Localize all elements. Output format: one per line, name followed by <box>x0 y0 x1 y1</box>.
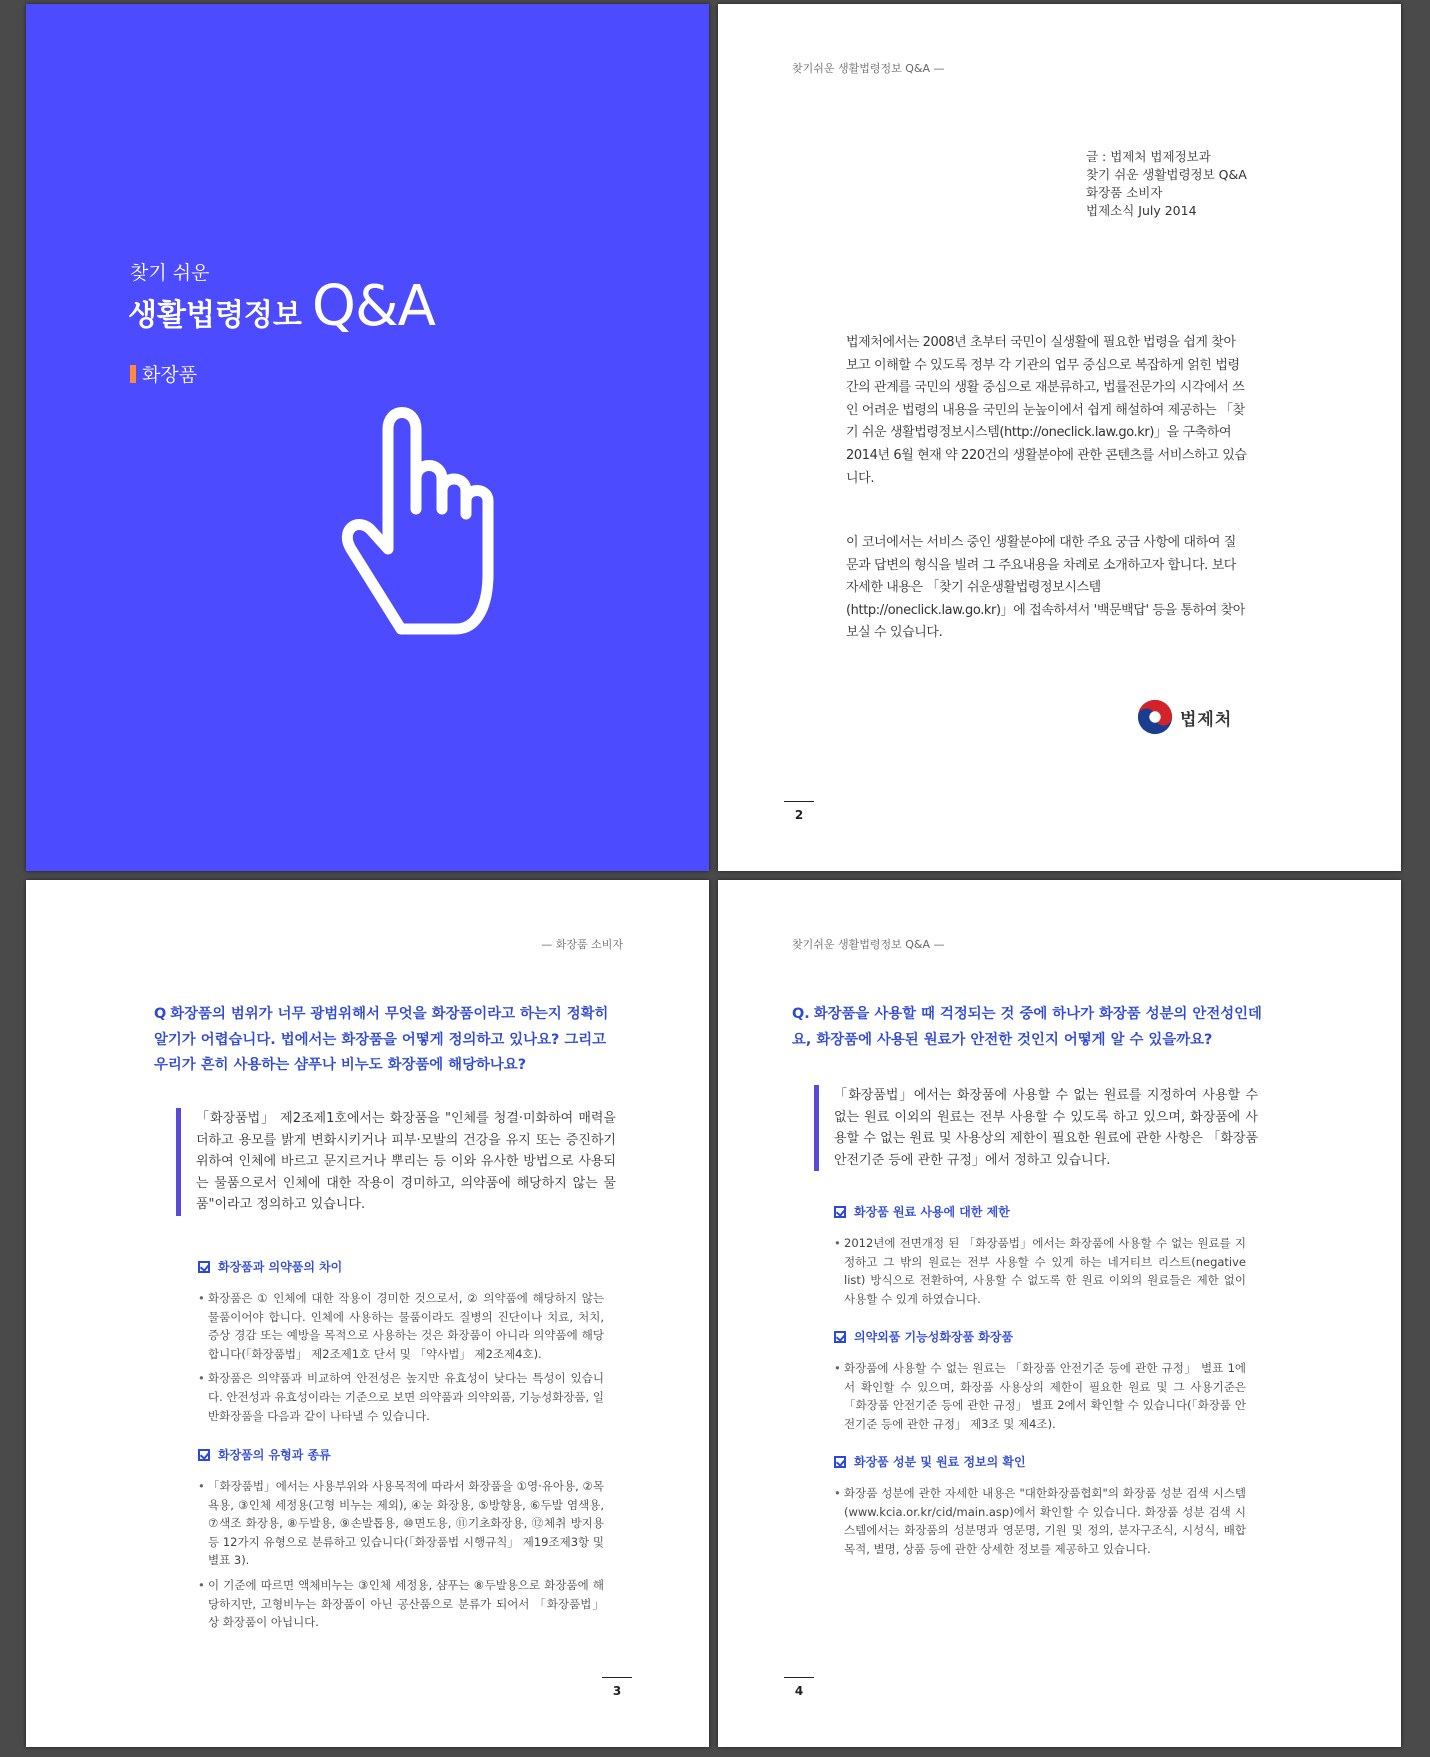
cover-subtitle: 찾기 쉬운 <box>130 262 210 284</box>
cover-category <box>130 360 197 387</box>
checkbox-icon <box>834 1331 846 1343</box>
bullet-list <box>198 1289 604 1425</box>
list-item: • 이 기준에 따르면 액체비누는 ③인체 세정용, 샴푸는 ⑧두발용으로 화장품에 해당하지만, 고형비누는 화장품이 아닌 공산품으로 분류가 되어서 「화장품법」상 화장품이 아닙니다. <box>198 1576 604 1632</box>
checkbox-icon <box>198 1449 210 1461</box>
cover-title-text: 생활법령정보 <box>128 298 302 333</box>
section-title <box>198 1258 604 1275</box>
answer-quote: 「화장품법」 제2조제1호에서는 화장품을 "인체를 청결·미화하여 매력을 더하고 용모를 밝게 변화시키거나 피부·모발의 건강을 유지 또는 증진하기 위하여 인체에 바르고 문지르거나 뿌리는 등 이와 유사한 방법으로 사용되는 물품으로서 인체에 대한 작용이 경미하고, 의약품에 해당하지 않는 물품"이라고 정의하고 있습니다. <box>176 1108 616 1216</box>
page-header: — 화장품 소비자 <box>541 938 623 951</box>
category-bar <box>130 365 136 383</box>
intro-paragraph: 법제처에서는 2008년 초부터 국민이 실생활에 필요한 법령을 쉽게 찾아 보고 이해할 수 있도록 정부 각 기관의 업무 중심으로 복잡하게 얽힌 법령 간의 관계를 국민의 생활 중심으로 재분류하고, 법률전문가의 시각에서 쓰인 어려운 법령의 내용을 국민의 눈높이에서 쉽게 해설하여 제공하는 「찾기 쉬운 생활법령정보시스템(http://oneclick.law.go.kr)」을 구축하여 2014년 6월 현재 약 220건의 생활분야에 관한 콘텐츠를 서비스하고 있습니다. <box>846 335 1247 486</box>
list-item: • 화장품은 의약품과 비교하여 안전성은 높지만 유효성이 낮다는 특성이 있습니다. 안전성과 유효성이라는 기준으로 보면 의약품과 의약외품, 기능성화장품, 일반화장품을 다음과 같이 나타낼 수 있습니다. <box>198 1369 604 1425</box>
page-header: 찾기쉬운 생활법령정보 Q&A — <box>792 938 945 951</box>
intro-paragraph: 이 코너에서는 서비스 중인 생활분야에 대한 주요 궁금 사항에 대하여 질문과 답변의 형식을 빌려 그 주요내용을 차례로 소개하고자 합니다. 보다 자세한 내용은 「찾기 쉬운생활법령정보시스템(http://oneclick.law.go.kr)」에 접속하셔서 '백문백답' 등을 통하여 찾아보실 수 있습니다. <box>846 535 1245 641</box>
credit-line: 법제소식 July 2014 <box>1086 203 1197 218</box>
section-title <box>198 1446 604 1463</box>
checkbox-icon <box>834 1206 846 1218</box>
cover-title-qa: Q&A <box>311 274 435 339</box>
page-header: 찾기쉬운 생활법령정보 Q&A — <box>792 62 945 75</box>
credit-line: 글 : 법제처 법제정보과 <box>1086 149 1211 164</box>
pointing-hand-icon <box>306 399 536 659</box>
qa-page-2 <box>718 880 1401 1747</box>
list-item: • 화장품에 사용할 수 없는 원료는 「화장품 안전기준 등에 관한 규정」 별표 1에서 확인할 수 있으며, 화장품 사용상의 제한이 필요한 원료 및 그 사용기준은 「화장품 안전기준 등에 관한 규정」 별표 2에서 확인할 수 있습니다(「화장품 안전기준 등에 관한 규정」 제3조 및 제4조). <box>834 1359 1246 1433</box>
question-text: 화장품의 범위가 너무 광범위해서 무엇을 화장품이라고 하는지 정확히 알기가 어렵습니다. 법에서는 화장품을 어떻게 정의하고 있나요? 그리고 우리가 흔히 사용하는 샴푸나 비누도 화장품에 해당하나요? <box>154 1006 609 1073</box>
question <box>154 1002 616 1079</box>
credit-line: 찾기 쉬운 생활법령정보 Q&A <box>1086 167 1247 182</box>
intro-page <box>718 4 1401 871</box>
section-title-text: 의약외품 기능성화장품 화장품 <box>854 1330 1014 1344</box>
section-title-text: 화장품의 유형과 종류 <box>218 1448 331 1462</box>
moleg-logo <box>1136 698 1232 736</box>
page-number: 4 <box>784 1677 814 1698</box>
section-title-text: 화장품 성분 및 원료 정보의 확인 <box>854 1455 1026 1469</box>
section-title-text: 화장품 원료 사용에 대한 제한 <box>854 1205 1010 1219</box>
bullet-list <box>834 1484 1246 1558</box>
page-number: 2 <box>784 801 814 822</box>
question-text: 화장품을 사용할 때 걱정되는 것 중에 하나가 화장품 성분의 안전성인데요, 화장품에 사용된 원료가 안전한 것인지 어떻게 알 수 있을까요? <box>792 1006 1262 1048</box>
question <box>792 1002 1262 1053</box>
answer-quote: 「화장품법」에서는 화장품에 사용할 수 없는 원료를 지정하여 사용할 수 없는 원료 이외의 원료는 전부 사용할 수 있도록 하고 있으며, 화장품에 사용할 수 없는 원료 및 사용상의 제한이 필요한 원료에 관한 사항은 「화장품 안전기준 등에 관한 규정」에서 정하고 있습니다. <box>814 1085 1258 1171</box>
checkbox-icon <box>834 1456 846 1468</box>
question-mark: Q. <box>792 1006 810 1022</box>
credit-line: 화장품 소비자 <box>1086 185 1163 200</box>
cover-category-label: 화장품 <box>142 364 198 386</box>
section-title <box>834 1328 1246 1345</box>
section-title-text: 화장품과 의약품의 차이 <box>218 1260 343 1274</box>
bullet-list <box>834 1234 1246 1308</box>
list-item: • 2012년에 전면개정 된 「화장품법」에서는 화장품에 사용할 수 없는 원료를 지정하고 그 밖의 원료는 전부 사용할 수 있게 하는 네거티브 리스트(negative list) 방식으로 전환하여, 사용할 수 없도록 한 원료 이외의 원료들은 제한 없이 사용할 수 있게 하였습니다. <box>834 1234 1246 1308</box>
qa-page-1 <box>26 880 709 1747</box>
checkbox-icon <box>198 1261 210 1273</box>
question-mark: Q <box>154 1006 167 1022</box>
bullet-list <box>198 1477 604 1632</box>
taegeuk-icon <box>1136 698 1174 736</box>
cover-title <box>128 274 435 339</box>
list-item: • 화장품은 ① 인체에 대한 작용이 경미한 것으로서, ② 의약품에 해당하지 않는 물품이어야 합니다. 인체에 사용하는 물품이라도 질병의 진단이나 치료, 처치, 증상 경감 또는 예방을 목적으로 사용하는 것은 화장품이 아니라 의약품에 해당합니다(「화장품법」 제2조제1호 단서 및 「약사법」 제2조제4호). <box>198 1289 604 1363</box>
section <box>834 1328 1246 1439</box>
page-number: 3 <box>602 1677 632 1698</box>
section-title <box>834 1453 1246 1470</box>
credits <box>1086 148 1247 220</box>
cover-page <box>26 4 709 871</box>
section-title <box>834 1203 1246 1220</box>
list-item: • 「화장품법」에서는 사용부위와 사용목적에 따라서 화장품을 ①영·유아용, ②목욕용, ③인체 세정용(고형 비누는 제외), ④눈 화장용, ⑤방향용, ⑥두발 염색용, ⑦색조 화장용, ⑧두발용, ⑨손발톱용, ⑩면도용, ⑪기초화장용, ⑫체취 방지용 등 12가지 유형으로 분류하고 있습니다(「화장품법 시행규칙」 제19조제3항 및 별표 3). <box>198 1477 604 1570</box>
section <box>834 1453 1246 1564</box>
section <box>198 1446 604 1638</box>
bullet-list <box>834 1359 1246 1433</box>
logo-text: 법제처 <box>1180 709 1233 730</box>
section <box>834 1203 1246 1314</box>
list-item: • 화장품 성분에 관한 자세한 내용은 "대한화장품협회"의 화장품 성분 검색 시스템(www.kcia.or.kr/cid/main.asp)에서 확인할 수 있습니다. 화장품 성분 검색 시스템에서는 화장품의 성분명과 영문명, 기원 및 정의, 분자구조식, 시성식, 배합목적, 별명, 상품 등에 관한 상세한 정보를 제공하고 있습니다. <box>834 1484 1246 1558</box>
section <box>198 1258 604 1431</box>
